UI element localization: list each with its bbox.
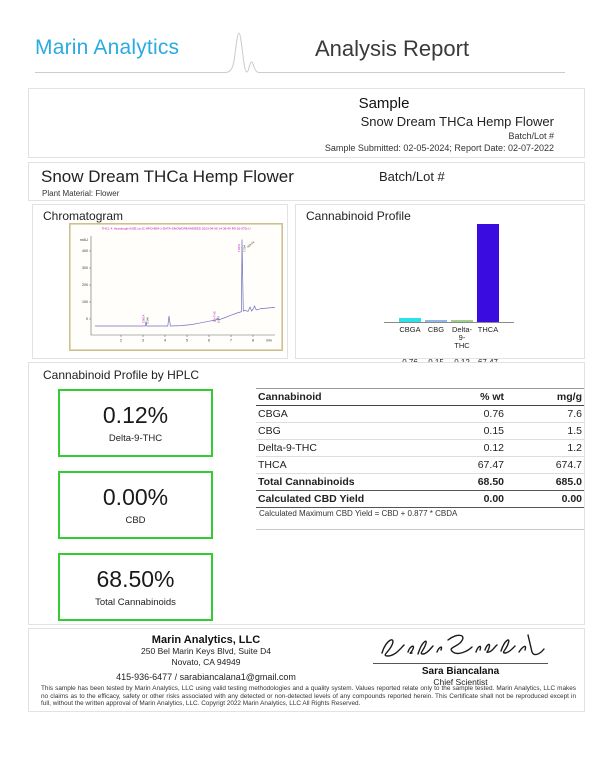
bar-cbga [399,318,421,322]
table-row: CBG 0.15 1.5 [256,423,584,440]
chromatogram-panel [32,204,288,359]
x-axis-unit: min [266,338,272,343]
cannabinoid-profile-panel [295,204,585,359]
table-row: THCA 67.47 674.7 [256,457,584,474]
signature [376,631,546,661]
lab-address-block [91,634,321,682]
table-total-row: Total Cannabinoids 68.50 685.0 [256,474,584,491]
chromatogram-plot [69,223,283,351]
svg-text:7: 7 [230,338,232,343]
svg-text:300: 300 [82,266,88,271]
table-bottom-divider [256,529,584,530]
result-box-total: 68.50% Total Cannabinoids [58,553,213,621]
svg-text:4: 4 [164,338,166,343]
table-cbd-yield-row: Calculated CBD Yield 0.00 0.00 [256,491,584,508]
lab-name: Marin Analytics, LLC [151,634,261,646]
peak-label-thca: THCA [237,243,241,252]
lab-address-line2: Novato, CA 94949 [171,656,241,667]
svg-text:2: 2 [120,338,122,343]
peak-label-cbga: CBGA [141,314,146,323]
lab-address-line1: 250 Bel Marin Keys Blvd, Suite D4 [141,646,271,656]
sample-batch-label: Batch/Lot # [508,131,554,141]
profile-section-title: Cannabinoid Profile [306,209,411,223]
hplc-section [28,362,585,625]
header-peak-logo-icon [35,28,565,76]
svg-text:8: 8 [252,338,254,343]
table-row: Delta-9-THC 0.12 1.2 [256,440,584,457]
signer-title: Chief Scientist [433,677,488,687]
footer [28,628,585,712]
brand-logo-text: Marin Analytics [35,36,180,59]
svg-text:5: 5 [186,338,188,343]
peak-label-d9thc: D9-THC [212,311,217,322]
signer-name: Sara Biancalana [421,666,500,677]
result-box-delta9thc: 0.12% Delta-9-THC [58,389,213,457]
bar-cbg [425,320,447,322]
table-header-row: Cannabinoid % wt mg/g [256,389,584,406]
product-batch-label: Batch/Lot # [379,169,445,184]
peak-area-thca: 469.04 [246,240,256,249]
sample-dates-line: Sample Submitted: 02-05-2024; Report Date: 02-07-2022 [324,143,554,153]
result-box-cbd: 0.00% CBD [58,471,213,539]
product-header-bar [28,162,585,201]
sample-product-name: Snow Dream THCa Hemp Flower [360,114,554,129]
table-row: CBGA 0.76 7.6 [256,406,584,423]
svg-text:0: 0 [86,317,88,322]
svg-text:7.504: 7.504 [242,245,247,252]
chromatogram-section-title: Chromatogram [43,209,124,223]
signature-block [373,631,548,687]
lab-contact: 415-936-6477 / sarabiancalana1@gmail.com [116,672,296,682]
bar-category-labels: CBGA CBG Delta-9-THC THCA [399,325,499,350]
svg-text:200: 200 [82,283,88,288]
cannabinoid-table [256,388,584,508]
bar-thca [477,224,499,322]
svg-text:100: 100 [82,300,88,305]
cbd-yield-formula-note: Calculated Maximum CBD Yield = CBD + 0.877 * CBDA [259,509,458,518]
svg-text:400: 400 [82,249,88,254]
signature-line [373,663,548,664]
svg-text:6: 6 [208,338,210,343]
bar-delta9thc [451,320,473,322]
plant-material-label: Plant Material: Flower [42,189,120,198]
page-title: Analysis Report [315,36,470,61]
sample-summary-box [28,88,585,158]
svg-text:6.347: 6.347 [216,316,221,323]
legal-disclaimer: This sample has been tested by Marin Analytics, LLC using valid testing methodologies and a quality system. Values reported relate only to the sample tested. Marin Analytics, LLC makes no claims as to the efficacy, safety or other risks associated with any detected or non-detected levels of any compounds reported herein. This Certificate shall not be reproduced except in full, without the written approval of Marin Analytics, LLC. Copyrigt 2022 Marin Analytics, LLC All Rights Reserved. [41,685,576,708]
product-name: Snow Dream THCa Hemp Flower [41,167,294,186]
svg-text:3: 3 [142,338,144,343]
chromatogram-file-header: THC1 4: thcadough-032E ca (C:HPCHEM-1-DATA-SNOWDREAMSEED 2023-04-05 14-36-49 R0-16-070) U [101,226,251,231]
bar-area [384,223,514,323]
y-axis-unit: mAU [80,238,88,242]
cannabinoid-bar-chart [384,223,514,367]
svg-text:3.146: 3.146 [145,317,150,324]
sample-heading: Sample [358,95,410,112]
hplc-section-title: Cannabinoid Profile by HPLC [43,368,200,382]
